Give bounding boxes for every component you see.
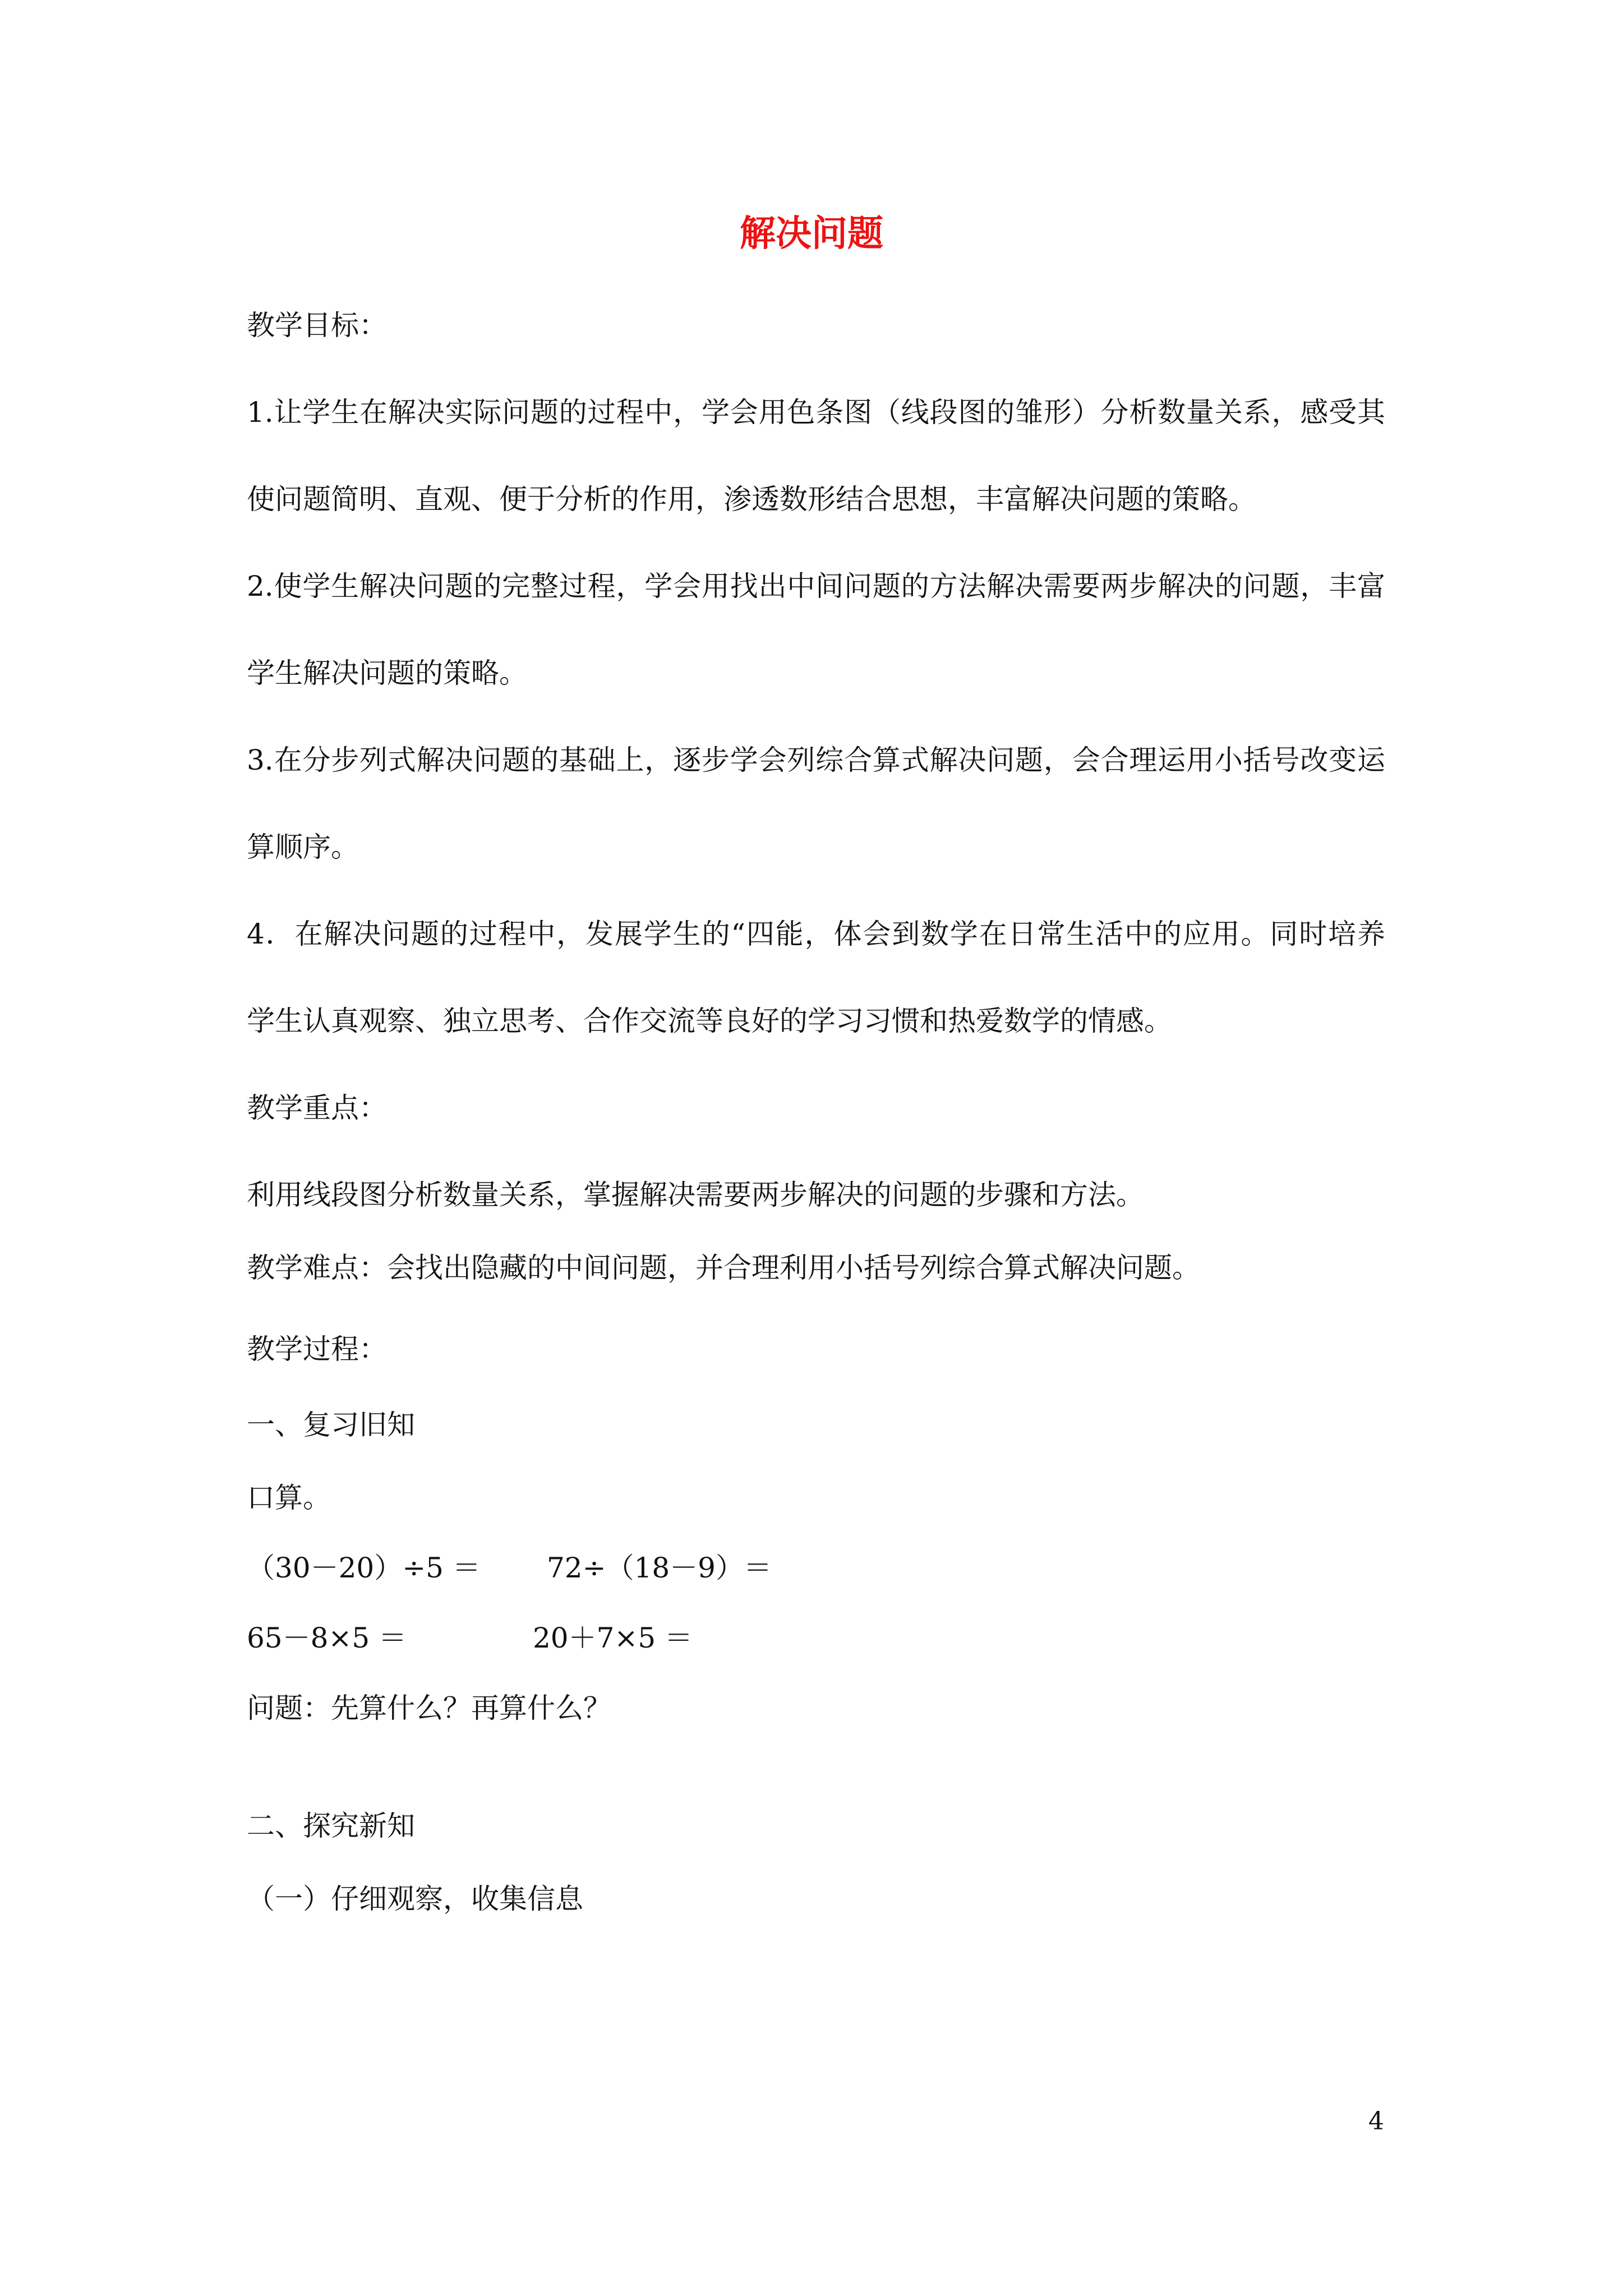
formula-1: （30－20）÷5 ＝ bbox=[247, 1552, 481, 1584]
objective-1-line-2: 使问题简明、直观、便于分析的作用，渗透数形结合思想，丰富解决问题的策略。 bbox=[247, 483, 1256, 516]
objective-4-line-1: 4．在解决问题的过程中，发展学生的“四能，体会到数学在日常生活中的应用。同时培养 bbox=[247, 918, 1385, 950]
formula-2: 72÷（18－9）＝ bbox=[547, 1552, 772, 1584]
objective-3-line-1: 3.在分步列式解决问题的基础上，逐步学会列综合算式解决问题，会合理运用小括号改变运 bbox=[247, 744, 1385, 776]
subsection-1-heading: （一）仔细观察，收集信息 bbox=[247, 1883, 583, 1915]
objective-3-line-2: 算顺序。 bbox=[247, 831, 359, 863]
section-2-heading: 二、探究新知 bbox=[247, 1810, 415, 1842]
question-text: 问题：先算什么？再算什么？ bbox=[247, 1692, 611, 1724]
objective-4-line-2: 学生认真观察、独立思考、合作交流等良好的学习习惯和热爱数学的情感。 bbox=[247, 1005, 1172, 1037]
formula-3: 65－8×5 ＝ bbox=[247, 1622, 407, 1654]
oral-calc-label: 口算。 bbox=[247, 1481, 331, 1514]
page-number: 4 bbox=[1368, 2107, 1384, 2136]
objective-2-line-2: 学生解决问题的策略。 bbox=[247, 657, 527, 689]
key-points-heading: 教学重点： bbox=[247, 1092, 387, 1124]
process-heading: 教学过程： bbox=[247, 1333, 387, 1365]
objective-2-line-1: 2.使学生解决问题的完整过程，学会用找出中间问题的方法解决需要两步解决的问题，丰富 bbox=[247, 570, 1385, 602]
difficulty-text: 教学难点：会找出隐藏的中间问题，并合理利用小括号列综合算式解决问题。 bbox=[247, 1251, 1200, 1284]
section-1-heading: 一、复习旧知 bbox=[247, 1409, 415, 1441]
key-points-text: 利用线段图分析数量关系，掌握解决需要两步解决的问题的步骤和方法。 bbox=[247, 1179, 1144, 1211]
document-title: 解决问题 bbox=[740, 213, 883, 255]
formula-4: 20＋7×5 ＝ bbox=[533, 1622, 693, 1654]
objectives-heading: 教学目标： bbox=[247, 309, 387, 342]
objective-1-line-1: 1.让学生在解决实际问题的过程中，学会用色条图（线段图的雏形）分析数量关系，感受其 bbox=[247, 396, 1385, 429]
